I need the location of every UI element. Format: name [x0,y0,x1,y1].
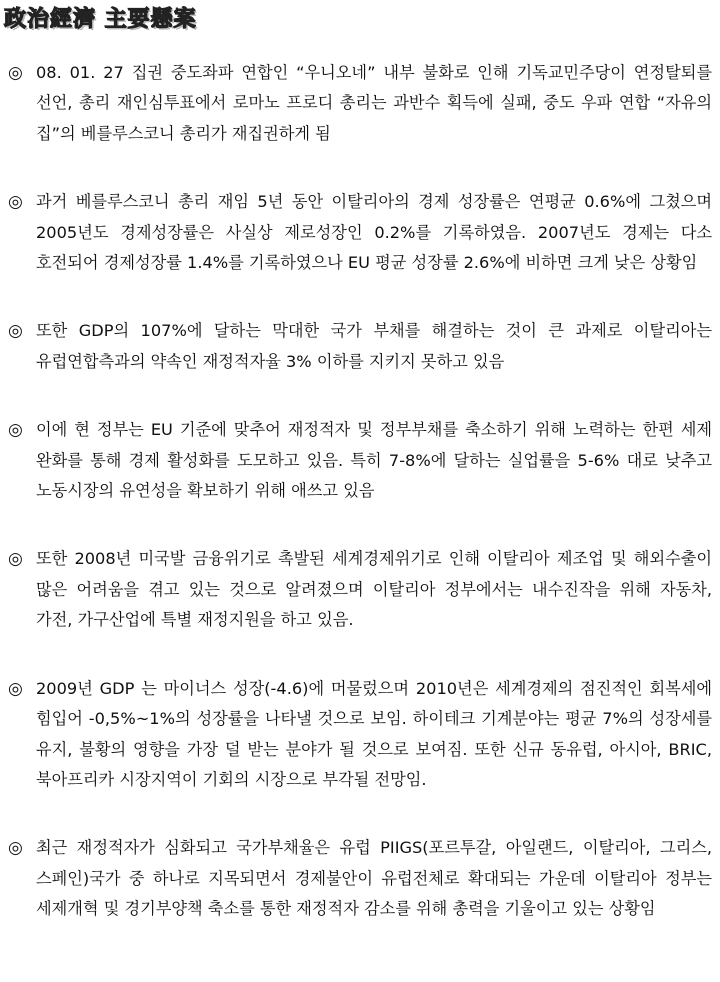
bullet-icon: ◎ [8,838,23,859]
document-body [8,58,712,963]
bullet-icon: ◎ [8,321,23,342]
paragraph-2 [8,187,712,278]
paragraph-text: 최근 재정적자가 심화되고 국가부채율은 유럽 PIIGS(포르투갈, 아일랜드, 이탈리아, 그리스, 스페인)국가 중 하나로 지목되면서 경제불안이 유럽전체로 확대되는 가운데 이탈리아 정부는 세제개혁 및 경기부양책 축소를 통한 재정적자 감소를 위해 총력을 기울이고 있는 상황임 [36,838,712,919]
paragraph-text: 2009년 GDP 는 마이너스 성장(-4.6)에 머물렀으며 2010년은 세계경제의 점진적인 회복세에 힘입어 -0,5%~1%의 성장률을 나타낼 것으로 보임. 하이테크 기계분야는 평균 7%의 성장세를 유지, 불황의 영향을 가장 덜 받는 분야가 될 것으로 보여짐. 또한 신규 동유럽, 아시아, BRIC, 북아프리카 시장지역이 기회의 시장으로 부각될 전망임. [36,678,712,789]
paragraph-3 [8,316,712,377]
paragraph-text: 과거 베를루스코니 총리 재임 5년 동안 이탈리아의 경제 성장률은 연평균 0.6%에 그쳤으며 2005년도 경제성장률은 사실상 제로성장인 0.2%를 기록하였음. 2007년도 경제는 다소 호전되어 경제성장률 1.4%를 기록하였으나 EU 평균 성장률 2.6%에 비하면 크게 낮은 상황임 [36,192,712,273]
bullet-icon: ◎ [8,420,23,441]
paragraph-text: 또한 2008년 미국발 금융위기로 촉발된 세계경제위기로 인해 이탈리아 제조업 및 해외수출이 많은 어려움을 겪고 있는 것으로 알려졌으며 이탈리아 정부에서는 내수진작을 위해 자동차, 가전, 가구산업에 특별 재정지원을 하고 있음. [36,549,712,630]
page-title: 政治經濟 主要懸案 [4,6,197,32]
bullet-icon: ◎ [8,549,23,570]
paragraph-text: 또한 GDP의 107%에 달하는 막대한 국가 부채를 해결하는 것이 큰 과제로 이탈리아는 유럽연합측과의 약속인 재정적자율 3% 이하를 지키지 못하고 있음 [36,321,712,371]
paragraph-7 [8,833,712,924]
bullet-icon: ◎ [8,678,23,699]
paragraph-text: 08. 01. 27 집권 중도좌파 연합인 “우니오네” 내부 불화로 인해 기독교민주당이 연정탈퇴를 선언, 총리 재인심투표에서 로마노 프로디 총리는 과반수 획득에 실패, 중도 우파 연합 “자유의 집”의 베를루스코니 총리가 재집권하게 됨 [36,63,712,143]
paragraph-5 [8,544,712,635]
paragraph-text: 이에 현 정부는 EU 기준에 맞추어 재정적자 및 정부부채를 축소하기 위해 노력하는 한편 세제 완화를 통해 경제 활성화를 도모하고 있음. 특히 7-8%에 달하는 실업률을 5-6% 대로 낮추고 노동시장의 유연성을 확보하기 위해 애쓰고 있음 [36,420,712,501]
bullet-icon: ◎ [8,192,23,213]
bullet-icon: ◎ [8,63,23,83]
paragraph-6 [8,674,712,796]
paragraph-4 [8,415,712,506]
paragraph-1 [8,58,712,149]
